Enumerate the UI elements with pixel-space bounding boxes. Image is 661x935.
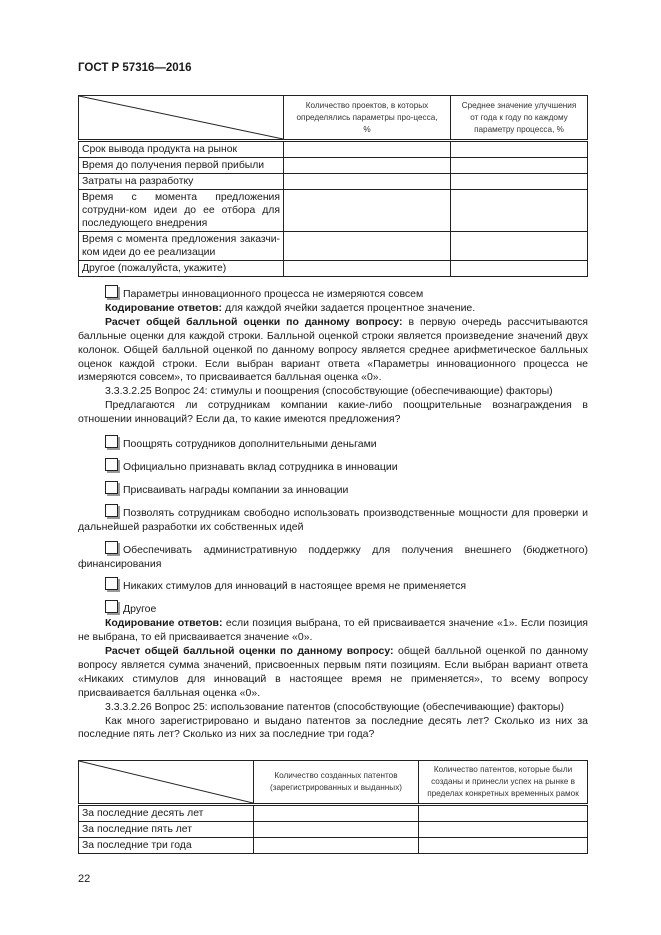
checkbox[interactable] <box>105 458 118 471</box>
checkbox[interactable] <box>105 435 118 448</box>
document-header: ГОСТ Р 57316—2016 <box>78 62 192 74</box>
calc-text: общей балльной оценкой по данному вопросу является сумма значений, присвоенных первым пяти позициям. Если выбран вариант ответа «Никаких стимулов для инноваций в настоящее время не применяется», то всему вопросу присваивается балльная оценка «0». <box>78 645 588 699</box>
table-row <box>79 261 588 277</box>
table-row <box>79 141 588 158</box>
input-cell[interactable] <box>451 190 588 232</box>
row-label: За последние десять лет <box>79 805 254 822</box>
row-label: Другое (пожалуйста, укажите) <box>79 261 284 277</box>
checkbox[interactable] <box>105 481 118 494</box>
option-label: Никаких стимулов для инноваций в настоящее время не применяется <box>123 580 467 593</box>
input-cell[interactable] <box>451 158 588 174</box>
option-label: Обеспечивать административную поддержку для получения внешнего (бюджетного) финансирования <box>78 543 588 570</box>
checkbox[interactable] <box>105 285 118 298</box>
input-cell[interactable] <box>451 232 588 261</box>
body-text <box>78 285 588 742</box>
option-label: Присваивать награды компании за инновации <box>123 483 349 496</box>
coding-label: Кодирование ответов: <box>105 617 223 630</box>
question-text: Как много зарегистрировано и выдано патентов за последние десять лет? Сколько из них за последние пять лет? Сколько из них за последние три года? <box>78 714 588 741</box>
section-heading: 3.3.3.2.26 Вопрос 25: использование патентов (способствующие (обеспечивающие) факторы) <box>105 700 564 713</box>
input-cell[interactable] <box>419 838 588 854</box>
column-header: Среднее значение улучшения от года к году по каждому параметру процесса, % <box>451 96 588 141</box>
coding-text: если позиция выбрана, то ей присваивается значение «1». Если позиция не выбрана, то ей присваивается значение «0». <box>78 617 588 644</box>
section-heading: 3.3.3.2.25 Вопрос 24: стимулы и поощрения (способствующие (обеспечивающие) факторы) <box>105 385 553 398</box>
question-text: Предлагаются ли сотрудникам компании какие-либо поощрительные вознаграждения в отношении инноваций? Если да, то какие имеются предложения? <box>78 399 588 426</box>
input-cell[interactable] <box>284 158 451 174</box>
option-label: Позволять сотрудникам свободно использовать производственные мощности для проверки и дальнейшей разработки их собственных идей <box>78 506 588 533</box>
calc-label: Расчет общей балльной оценки по данному вопросу: <box>105 315 403 328</box>
checkbox[interactable] <box>105 541 118 554</box>
checkbox[interactable] <box>105 504 118 517</box>
table-row <box>79 190 588 232</box>
input-cell[interactable] <box>284 141 451 158</box>
input-cell[interactable] <box>284 261 451 277</box>
option-label: Официально признавать вклад сотрудника в инновации <box>123 460 398 473</box>
coding-text: для каждой ячейки задается процентное значение. <box>222 301 476 314</box>
row-label: Время до получения первой прибыли <box>79 158 284 174</box>
input-cell[interactable] <box>419 822 588 838</box>
input-cell[interactable] <box>254 805 419 822</box>
diagonal-header-cell <box>79 761 254 805</box>
input-cell[interactable] <box>254 822 419 838</box>
table-row <box>79 158 588 174</box>
input-cell[interactable] <box>284 232 451 261</box>
option-label: Параметры инновационного процесса не измеряются совсем <box>123 288 424 300</box>
row-label: Затраты на разработку <box>79 174 284 190</box>
row-label: Время с момента предложения заказчи-ком идеи до ее реализации <box>79 232 284 261</box>
input-cell[interactable] <box>284 190 451 232</box>
input-cell[interactable] <box>451 174 588 190</box>
page-number: 22 <box>78 873 91 886</box>
input-cell[interactable] <box>451 141 588 158</box>
row-label: За последние пять лет <box>79 822 254 838</box>
row-label: Срок вывода продукта на рынок <box>79 141 284 158</box>
row-label: Время с момента предложения сотрудни-ком идеи до ее отбора для последующего внедрения <box>79 190 284 232</box>
coding-label: Кодирование ответов: <box>105 301 223 314</box>
diagonal-header-cell <box>79 96 284 141</box>
input-cell[interactable] <box>419 805 588 822</box>
calc-label: Расчет общей балльной оценки по данному вопросу: <box>105 645 394 658</box>
checkbox[interactable] <box>105 577 118 590</box>
table-row <box>79 174 588 190</box>
table-row <box>79 838 588 854</box>
patents-table <box>78 760 588 854</box>
row-label: За последние три года <box>79 838 254 854</box>
column-header: Количество проектов, в которых определялись параметры про-цесса, % <box>284 96 451 141</box>
process-parameters-table <box>78 95 588 277</box>
table-row <box>79 822 588 838</box>
input-cell[interactable] <box>254 838 419 854</box>
table-row <box>79 805 588 822</box>
column-header: Количество созданных патентов (зарегистрированных и выданных) <box>254 761 419 805</box>
option-label: Другое <box>123 603 157 616</box>
input-cell[interactable] <box>284 174 451 190</box>
column-header: Количество патентов, которые были созданы и принесли успех на рынке в пределах конкретных временных рамок <box>419 761 588 805</box>
input-cell[interactable] <box>451 261 588 277</box>
calc-text: в первую очередь рассчитываются балльные оценки для каждой строки. Балльной оценкой строки является произведение значений двух колонок. Общей балльной оценкой по данному вопросу является среднее арифметическое балльных оценок каждой строки. Если выбран вариант ответа «Параметры инновационного процесса не измеряются совсем», то присваивается балльная оценка «0». <box>78 315 588 384</box>
option-label: Поощрять сотрудников дополнительными деньгами <box>123 438 377 451</box>
checkbox[interactable] <box>105 600 118 613</box>
table-row <box>79 232 588 261</box>
